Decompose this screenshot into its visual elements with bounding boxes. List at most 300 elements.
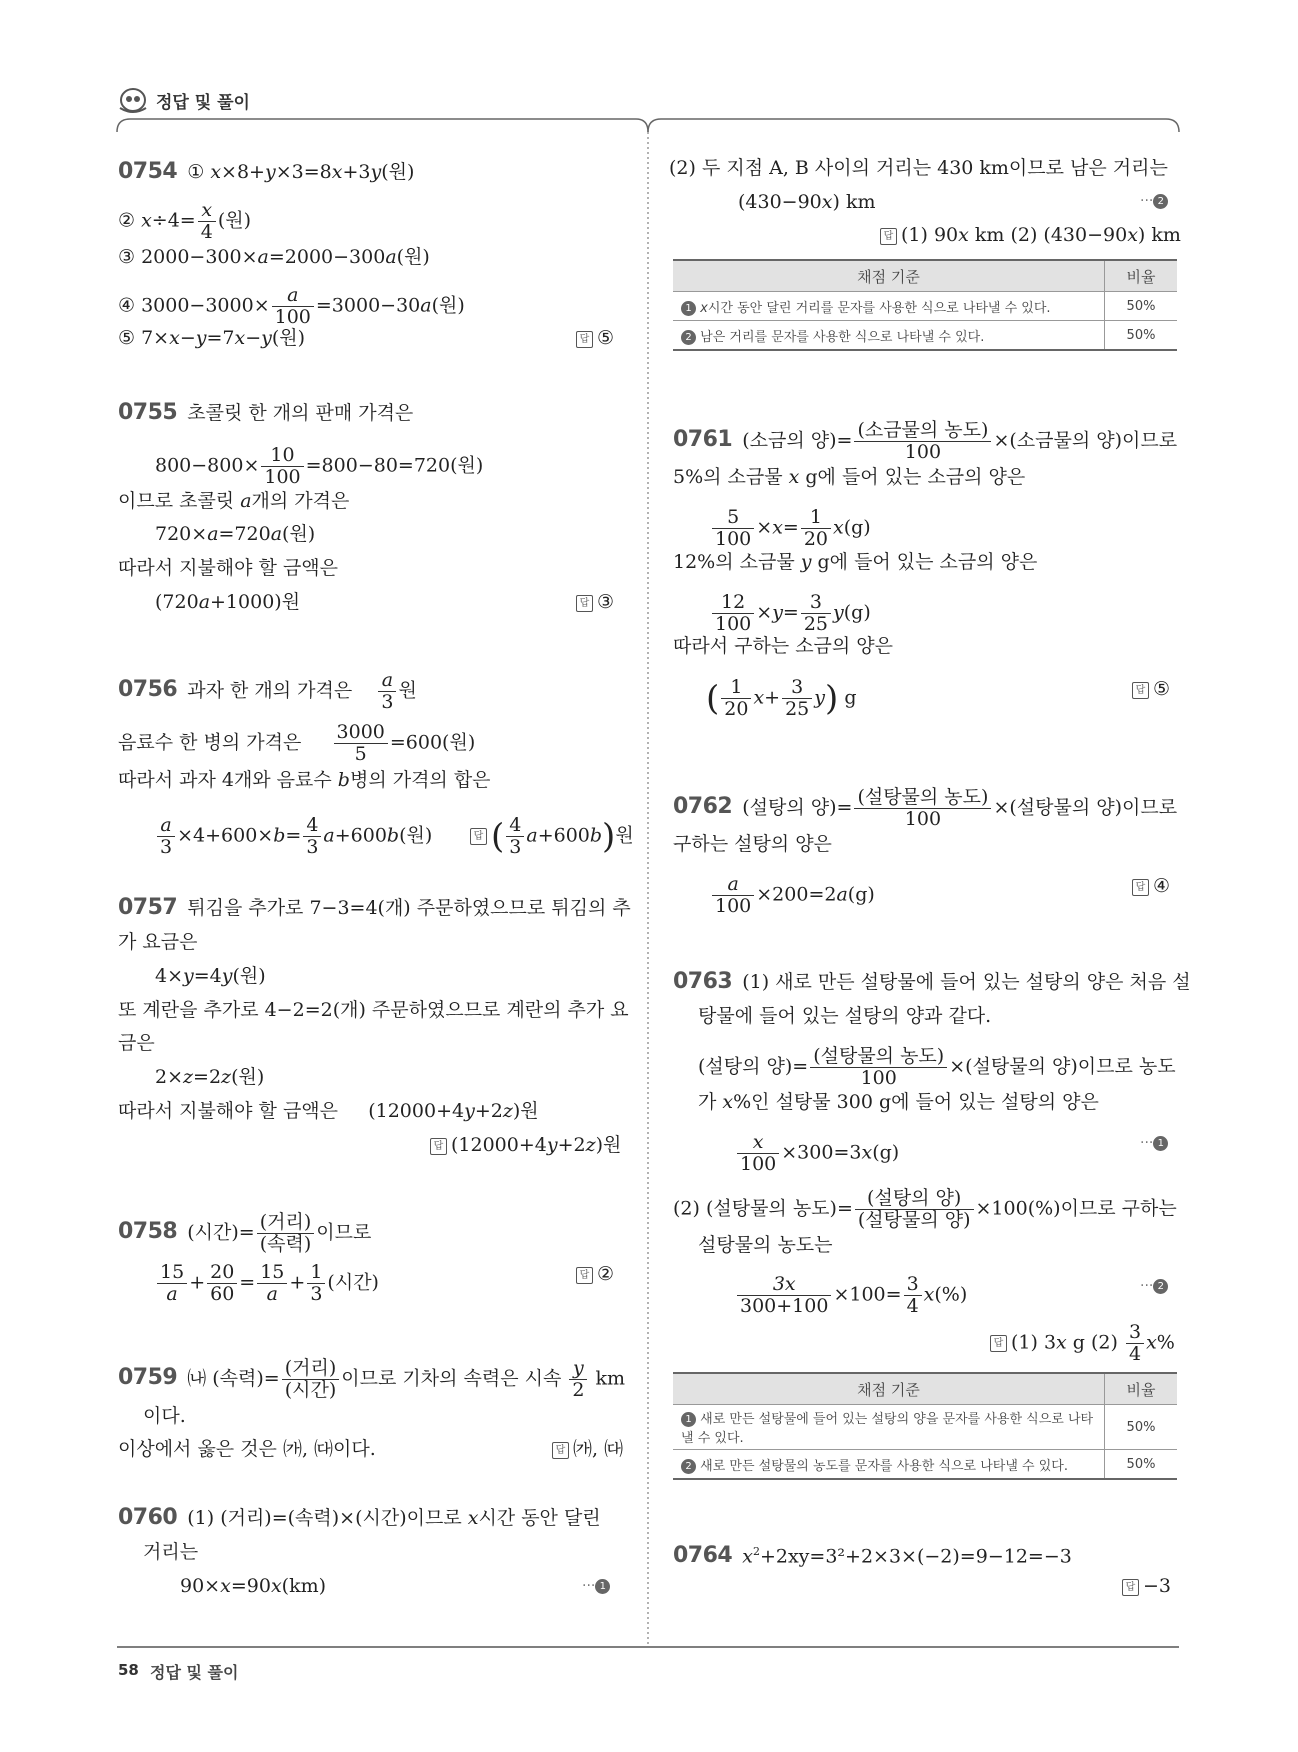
text: 음료수 한 병의 가격은: [118, 731, 302, 754]
numerator: 3: [801, 592, 831, 614]
denominator: 100: [740, 1152, 777, 1175]
problem-0756-line4: [155, 815, 432, 858]
text: +3: [342, 161, 371, 183]
var: y: [772, 601, 783, 624]
text: km: [595, 1367, 626, 1390]
grading-table-0763: [673, 1372, 1177, 1480]
text: g에 들어 있는 소금의 양은: [799, 466, 1026, 488]
text: =4: [193, 965, 222, 987]
var: x: [923, 1283, 935, 1306]
text: (2) (설탕물의 농도)=: [673, 1197, 853, 1220]
var: a: [270, 523, 283, 545]
problem-0754-line4: [118, 285, 465, 328]
var: x: [821, 191, 833, 213]
text: 남은 거리를 문자를 사용한 식으로 나타낼 수 있다.: [700, 329, 985, 345]
text: (시간): [327, 1271, 379, 1294]
numerator: 3x: [737, 1274, 831, 1296]
problem-number: 0760: [118, 1505, 178, 1530]
problem-0756-line1: [118, 670, 417, 713]
fraction: [782, 677, 812, 720]
var: y: [464, 1100, 475, 1122]
text: g (2): [1066, 1331, 1124, 1354]
ratio-cell: 50%: [1105, 321, 1178, 351]
problem-0762-line2: 구하는 설탕의 양은: [673, 833, 832, 855]
problem-0755-line5: 따라서 지불해야 할 금액은: [118, 557, 339, 579]
problem-0757-line4: 또 계란을 추가로 4−2=2(개) 주문하였으므로 계란의 추가 요: [118, 999, 629, 1021]
text: =2: [193, 1066, 222, 1088]
problem-0761-line1: [673, 420, 1177, 463]
problem-number: 0757: [118, 895, 178, 920]
answer-0763: [990, 1322, 1175, 1365]
numerator: 3: [904, 1274, 922, 1296]
text: +600: [537, 824, 590, 847]
numerator: (거리): [257, 1212, 315, 1234]
text: 12%의 소금물: [673, 551, 801, 573]
numerator: (소금물의 농도): [854, 420, 991, 442]
var: x: [742, 1545, 753, 1568]
answer-0755: [576, 590, 614, 614]
var: z: [183, 1066, 194, 1088]
numerator: 10: [261, 445, 303, 467]
problem-0761-line2: [673, 465, 1025, 489]
fraction: [257, 1262, 287, 1305]
answer-value: ④: [1153, 875, 1171, 897]
problem-0763-line3: [698, 1046, 1176, 1089]
problem-0763-line7: 설탕물의 농도는: [698, 1234, 833, 1256]
denominator: 100: [715, 527, 752, 550]
step-circle: 2: [681, 330, 696, 345]
answer-value: ③: [597, 591, 615, 613]
problem-number: 0764: [673, 1543, 733, 1569]
var: a: [526, 824, 538, 847]
text: ×: [756, 516, 773, 539]
text: ×100(%)이므로 구하는: [975, 1197, 1177, 1220]
paren: (: [491, 816, 505, 857]
denominator: 100: [264, 465, 301, 488]
denominator: 100: [904, 440, 942, 463]
text: =800−80=720(원): [305, 454, 484, 477]
var: b: [273, 824, 286, 847]
problem-0754-line2: [118, 200, 251, 243]
var: a: [257, 246, 269, 268]
text: 병의 가격의 합은: [349, 769, 491, 791]
answer-0761: [1132, 677, 1170, 701]
text: (g): [872, 1141, 900, 1164]
text: 이므로 초콜릿: [118, 490, 241, 512]
step-circle: 1: [595, 1579, 610, 1594]
problem-0758-line1: [118, 1212, 371, 1255]
step-circle: 1: [1153, 1136, 1168, 1151]
header-criteria: 채점 기준: [673, 1373, 1105, 1405]
text: (원): [399, 824, 433, 847]
problem-0762-line3: [710, 874, 875, 917]
text: =3000−30: [315, 294, 421, 317]
fraction: [737, 1274, 831, 1317]
text: ) km: [832, 191, 876, 213]
step-circle: 2: [681, 1459, 696, 1474]
problem-0755-line4: [155, 522, 315, 546]
ratio-cell: 50%: [1105, 1450, 1178, 1480]
fraction: [378, 670, 396, 713]
step-marker-2: ··· 2: [1140, 193, 1168, 209]
text: (g): [843, 516, 871, 539]
numerator: 5: [712, 507, 754, 529]
grading-table-0760: [673, 259, 1177, 351]
var: a: [240, 490, 252, 512]
problem-0755-line2: [155, 445, 483, 488]
problem-number: 0754: [118, 159, 178, 184]
text: (1) 90: [901, 224, 959, 246]
text: ×4+600×: [177, 824, 274, 847]
ratio-cell: 50%: [1105, 1405, 1178, 1450]
text: (설탕의 양)=: [742, 796, 853, 819]
answer-icon: 답: [576, 1267, 593, 1284]
text: ④ 3000−3000×: [118, 294, 270, 317]
problem-0758-line2: $\frac{15}{a}$ + $\frac{20}{60}$ = $\frac{15}{a}$ + $\frac{1}{3}$ (시간): [155, 1262, 379, 1305]
text: (원): [232, 965, 266, 987]
text: +2: [557, 1134, 586, 1156]
fraction: [303, 815, 321, 858]
problem-0755-line1: [118, 401, 413, 425]
fraction: [854, 787, 991, 830]
fraction: [712, 874, 754, 917]
text: 과자 한 개의 가격은: [187, 679, 353, 702]
table-row: [673, 321, 1177, 351]
mascot-logo: [116, 84, 150, 114]
text: ×100=: [833, 1283, 902, 1306]
answer-0756: [470, 815, 634, 858]
problem-number: 0756: [118, 677, 178, 703]
var: x: [234, 327, 246, 349]
criteria-cell: [673, 1405, 1105, 1450]
text: 원: [615, 824, 634, 847]
numerator: a: [712, 874, 754, 896]
problem-number: 0761: [673, 427, 733, 453]
denominator: 100: [715, 612, 752, 635]
problem-0760-line2: 거리는: [143, 1541, 199, 1563]
text: −: [179, 327, 196, 349]
answer-0759: [552, 1437, 623, 1461]
problem-0754-line5: [118, 326, 305, 350]
problem-0756-line2: [118, 722, 475, 765]
text: ×200=2: [756, 883, 837, 906]
text: (원): [231, 1066, 265, 1088]
text: (12000+4: [368, 1100, 465, 1122]
var: x: [141, 209, 152, 232]
problem-0755-line6: [155, 590, 300, 614]
numerator: 3000: [334, 722, 388, 744]
numerator: 20: [207, 1262, 237, 1284]
numerator: 1: [801, 507, 831, 529]
answer-0754: [576, 326, 614, 350]
text: ②: [118, 209, 142, 232]
text: (1) 새로 만든 설탕물에 들어 있는 설탕의 양은 처음 설: [742, 971, 1191, 993]
answer-icon: 답: [880, 228, 897, 245]
text: 2×: [155, 1066, 184, 1088]
fraction: [307, 1262, 325, 1305]
text: ×300=3: [781, 1141, 862, 1164]
var: a: [836, 883, 848, 906]
var: z: [585, 1134, 596, 1156]
text: ×(소금물의 양)이므로: [993, 429, 1178, 452]
problem-0763-line2: 탕물에 들어 있는 설탕의 양과 같다.: [698, 1005, 992, 1027]
step-circle: 1: [681, 301, 696, 316]
var: x: [772, 516, 783, 539]
table-header: [673, 260, 1177, 292]
text: %인 설탕물 300 g에 들어 있는 설탕의 양은: [733, 1091, 1099, 1113]
answer-0757: [430, 1133, 621, 1157]
problem-number: 0762: [673, 794, 733, 820]
answer-value: ②: [597, 1263, 615, 1285]
denominator: 3: [310, 1282, 323, 1305]
text: 800−800×: [155, 454, 260, 477]
numerator: (설탕물의 농도): [810, 1046, 947, 1068]
text: 90×: [180, 1575, 221, 1597]
text: 새로 만든 설탕물에 들어 있는 설탕의 양을 문자를 사용한 식으로 나타낼 수 있다.: [681, 1412, 1094, 1446]
text: ×8+: [221, 161, 265, 183]
denominator: 25: [803, 612, 829, 635]
answer-value: ⑤: [597, 327, 615, 349]
denominator: 60: [210, 1282, 235, 1305]
denominator: 100: [274, 305, 311, 328]
text: (g): [847, 883, 875, 906]
text: (원): [381, 161, 415, 183]
problem-0761-line6: 따라서 구하는 소금의 양은: [673, 635, 894, 657]
numerator: 12: [712, 592, 754, 614]
fraction: [721, 677, 751, 720]
answer-icon: 답: [1132, 879, 1149, 896]
text: 따라서 지불해야 할 금액은: [118, 1100, 339, 1122]
text: =2000−300: [268, 246, 386, 268]
problem-0761-line5: [710, 592, 871, 635]
problem-0760-line3: [180, 1574, 326, 1598]
text: (원): [217, 209, 252, 232]
denominator: 5: [354, 742, 367, 765]
text: g: [844, 686, 857, 709]
fraction: [207, 1262, 237, 1305]
fraction: [506, 815, 524, 858]
numerator: a: [157, 815, 175, 837]
fraction: [261, 445, 303, 488]
problem-number: 0755: [118, 400, 178, 425]
problem-0757-line1: [118, 896, 631, 920]
problem-0759-line1: [118, 1358, 625, 1401]
problem-0754-line3: [118, 245, 430, 269]
header-criteria: 채점 기준: [673, 260, 1105, 292]
paren: (: [706, 678, 720, 719]
problem-0760-line5: [738, 190, 875, 214]
var: x: [1127, 224, 1138, 246]
var: b: [386, 824, 400, 847]
fraction: [282, 1358, 340, 1401]
numerator: 3: [1126, 1322, 1144, 1344]
problem-0757-line7: [118, 1099, 539, 1123]
text: =: [285, 824, 302, 847]
denominator: a: [166, 1282, 178, 1305]
text: ×: [756, 601, 773, 624]
text: )원: [595, 1134, 622, 1156]
denominator: 25: [785, 697, 810, 720]
problem-number: 0763: [673, 969, 733, 994]
text: (원): [396, 246, 430, 268]
var: y: [814, 686, 826, 709]
var: x: [722, 1091, 734, 1113]
var: b: [589, 824, 603, 847]
denominator: 20: [724, 697, 749, 720]
var: y: [261, 327, 272, 349]
text: (g): [843, 601, 871, 624]
numerator: y: [569, 1358, 587, 1380]
paren: ): [602, 816, 616, 857]
var: y: [195, 327, 207, 349]
criteria-cell: [673, 321, 1105, 351]
text: %: [1156, 1331, 1175, 1354]
text: (원): [282, 523, 316, 545]
answer-icon: 답: [576, 331, 593, 348]
text: (%): [934, 1283, 968, 1306]
text: km (2) (430−90: [968, 224, 1128, 246]
denominator: 20: [803, 527, 829, 550]
fraction: [257, 1212, 315, 1255]
text: 이므로 기차의 속력은 시속: [341, 1367, 562, 1390]
header-ratio: 비율: [1105, 1373, 1178, 1405]
step-marker-1: ··· 1: [582, 1578, 610, 1594]
problem-0760-line4: (2) 두 지점 A, B 사이의 거리는 430 km이므로 남은 거리는: [669, 157, 1168, 179]
numerator: x: [198, 200, 216, 222]
text: (12000+4: [451, 1134, 547, 1156]
problem-0761-line3: [710, 507, 871, 550]
var: x: [788, 466, 800, 488]
fraction: [737, 1132, 779, 1175]
step-circle: 2: [1153, 194, 1168, 209]
var: z: [502, 1100, 513, 1122]
answer-icon: 답: [990, 1335, 1007, 1352]
text: (1) (거리)=(속력)×(시간)이므로: [187, 1507, 468, 1529]
denominator: a: [266, 1282, 278, 1305]
text: =90: [230, 1575, 271, 1597]
ratio-cell: 50%: [1105, 292, 1178, 321]
answer-icon: 답: [1122, 1579, 1139, 1596]
numerator: 4: [506, 815, 524, 837]
problem-0763-line8: [735, 1274, 967, 1317]
var: x: [700, 300, 708, 316]
text: )원: [512, 1100, 539, 1122]
paren: ): [825, 678, 839, 719]
numerator: 3: [782, 677, 812, 699]
var: x: [833, 516, 844, 539]
numerator: 1: [307, 1262, 325, 1284]
text: +2: [474, 1100, 503, 1122]
text: +1000)원: [210, 591, 301, 613]
text: (km): [281, 1575, 327, 1597]
text: +2xy=3²+2×3×(−2)=9−12=−3: [759, 1545, 1072, 1568]
var: b: [337, 769, 350, 791]
text: 5%의 소금물: [673, 466, 789, 488]
answer-0760: [880, 223, 1181, 247]
text: (430−90: [738, 191, 822, 213]
problem-0760-line1: [118, 1506, 601, 1530]
header-ratio: 비율: [1105, 260, 1178, 292]
step-circle: 1: [681, 1412, 696, 1427]
problem-0754-line1: [118, 160, 414, 184]
var: y: [264, 161, 276, 183]
var: a: [207, 523, 219, 545]
denominator: 3: [509, 835, 522, 858]
numerator: 1: [721, 677, 751, 699]
answer-value: −3: [1143, 1575, 1172, 1597]
var: a: [385, 246, 397, 268]
text: 4×: [155, 965, 184, 987]
text: ÷4=: [151, 209, 196, 232]
step-marker-1: ··· 1: [1140, 1135, 1168, 1151]
problem-0763-line6: [673, 1188, 1177, 1231]
var: x: [169, 327, 180, 349]
text: 이므로: [316, 1221, 372, 1244]
text: (원): [271, 327, 306, 349]
text: g에 들어 있는 소금의 양은: [811, 551, 1038, 573]
step-marker-2: ··· 2: [1140, 1278, 1168, 1294]
fraction: [855, 1188, 974, 1231]
problem-0757-line2: 가 요금은: [118, 931, 198, 953]
var: y: [800, 551, 812, 573]
var: x: [1146, 1331, 1157, 1354]
var: x: [331, 161, 343, 183]
text: 따라서 과자 4개와 음료수: [118, 769, 338, 791]
answer-value: ⑤: [1153, 678, 1171, 700]
var: y: [370, 161, 382, 183]
problem-0756-line3: [118, 768, 491, 792]
text: (720: [155, 591, 199, 613]
problem-0759-line3: 이상에서 옳은 것은 ㈎, ㈐이다.: [118, 1438, 376, 1460]
numerator: x: [737, 1132, 779, 1154]
fraction: [334, 722, 388, 765]
fraction: [272, 285, 314, 328]
text: =: [782, 601, 799, 624]
denominator: 100: [904, 807, 942, 830]
denominator: 4: [1128, 1342, 1142, 1365]
text: ③ 2000−300×: [118, 246, 258, 268]
problem-0757-line6: [155, 1065, 264, 1089]
text: 가: [698, 1091, 723, 1113]
var: x: [210, 161, 222, 183]
denominator: 4: [906, 1294, 919, 1317]
text: ①: [187, 161, 211, 183]
numerator: 15: [157, 1262, 187, 1284]
answer-icon: 답: [470, 828, 487, 845]
fraction: [712, 507, 754, 550]
text: 시간 동안 달린 거리를 문자를 사용한 식으로 나타낼 수 있다.: [707, 300, 1051, 316]
numerator: 4: [303, 815, 321, 837]
text: ×3=8: [275, 161, 332, 183]
denominator: 4: [200, 220, 213, 243]
fraction: [1126, 1322, 1144, 1365]
var: x: [958, 224, 969, 246]
denominator: 3: [306, 835, 319, 858]
table-row: [673, 1405, 1177, 1450]
var: x: [270, 1575, 282, 1597]
answer-icon: 답: [576, 595, 593, 612]
var: x: [861, 1141, 873, 1164]
table-row: [673, 292, 1177, 321]
problem-0762-line1: [673, 787, 1177, 830]
var: a: [323, 824, 335, 847]
denominator: 3: [381, 690, 394, 713]
problem-0763-line4: [698, 1090, 1099, 1114]
text: +600: [334, 824, 387, 847]
text: ⑤ 7×: [118, 327, 170, 349]
answer-value: ㈎, ㈐: [573, 1438, 624, 1460]
denominator: (시간): [284, 1378, 337, 1401]
